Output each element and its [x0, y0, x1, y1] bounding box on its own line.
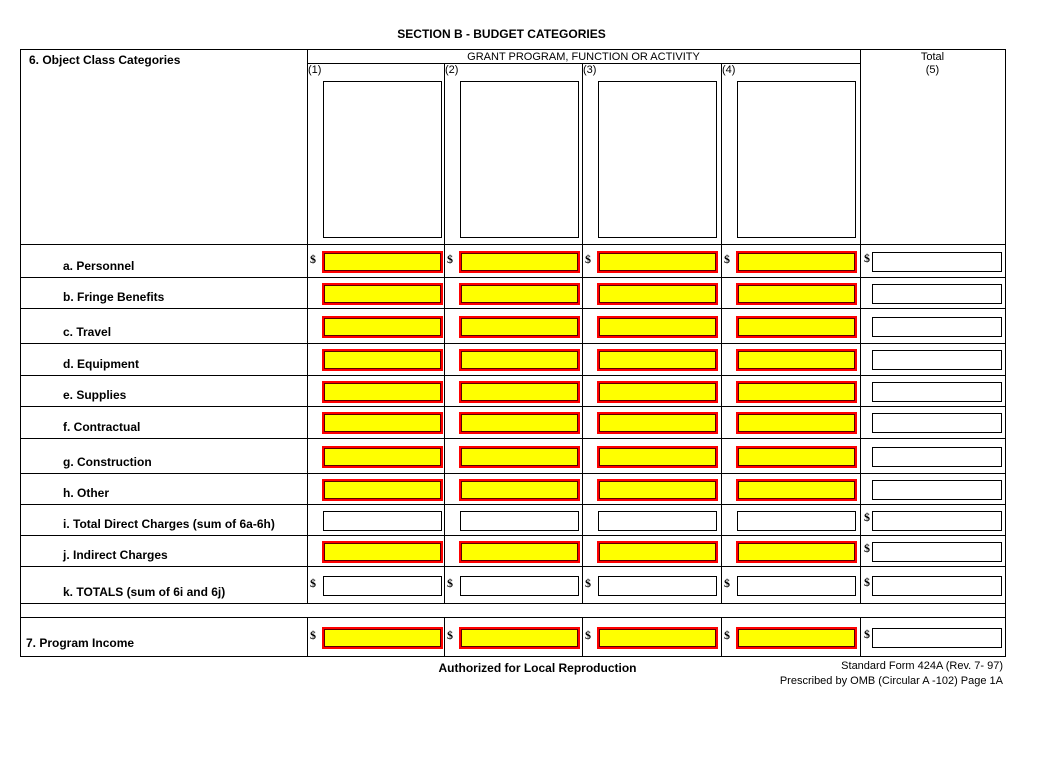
column-number: (1) [308, 64, 322, 76]
row-divider [20, 603, 1006, 604]
row-i-col1-input[interactable] [323, 511, 442, 531]
row-divider [20, 473, 1006, 474]
grid-line [860, 49, 861, 604]
form-name: Standard Form 424A (Rev. 7- 97) [841, 660, 1003, 672]
row-j-col3-input[interactable] [597, 541, 718, 563]
grid-line [307, 617, 308, 657]
row-c-col1-input[interactable] [322, 316, 443, 338]
dollar-sign: $ [310, 576, 316, 590]
row-divider [20, 343, 1006, 344]
program-income-col1-input[interactable] [322, 627, 443, 649]
dollar-sign: $ [724, 628, 730, 642]
dollar-sign: $ [447, 628, 453, 642]
authorized-notice: Authorized for Local Reproduction [438, 661, 637, 675]
dollar-sign: $ [310, 628, 316, 642]
row-b-col3-input[interactable] [597, 283, 718, 305]
section-title: SECTION B - BUDGET CATEGORIES [397, 27, 606, 41]
table-top-border [20, 49, 1006, 50]
dollar-sign: $ [864, 541, 870, 555]
row-g-col3-input[interactable] [597, 446, 718, 468]
dollar-sign: $ [585, 576, 591, 590]
category-label: h. Other [63, 486, 110, 500]
row-d-col3-input[interactable] [597, 349, 718, 371]
row-divider [20, 308, 1006, 309]
prescribed-by: Prescribed by OMB (Circular A -102) Page 1A [779, 675, 1003, 687]
row-a-col4-input[interactable] [736, 251, 857, 273]
grant-program-name-field[interactable] [737, 81, 856, 238]
row-divider [20, 504, 1006, 505]
dollar-sign: $ [585, 252, 591, 266]
object-class-header: 6. Object Class Categories [29, 53, 181, 67]
row-i-total-input[interactable] [872, 511, 1002, 531]
program-income-label: 7. Program Income [26, 636, 135, 650]
row-j-col1-input[interactable] [322, 541, 443, 563]
row-j-col4-input[interactable] [736, 541, 857, 563]
category-label: i. Total Direct Charges (sum of 6a-6h) [63, 517, 275, 531]
row-f-col1-input[interactable] [322, 412, 443, 434]
row-g-col1-input[interactable] [322, 446, 443, 468]
row-g-total-input[interactable] [872, 447, 1002, 467]
row-g-col4-input[interactable] [736, 446, 857, 468]
category-label: a. Personnel [63, 259, 135, 273]
row-divider [20, 406, 1006, 407]
dollar-sign: $ [447, 252, 453, 266]
row-f-col4-input[interactable] [736, 412, 857, 434]
row-a-total-input[interactable] [872, 252, 1002, 272]
row-divider [20, 617, 1006, 618]
row-e-col4-input[interactable] [736, 381, 857, 403]
row-d-col2-input[interactable] [459, 349, 580, 371]
grant-program-name-field[interactable] [323, 81, 442, 238]
row-f-col2-input[interactable] [459, 412, 580, 434]
row-divider [20, 277, 1006, 278]
category-label: c. Travel [63, 325, 112, 339]
row-i-col3-input[interactable] [598, 511, 717, 531]
grid-line [444, 617, 445, 657]
row-b-col4-input[interactable] [736, 283, 857, 305]
grid-line [582, 63, 583, 604]
grid-line [721, 63, 722, 604]
grid-line [582, 617, 583, 657]
program-income-col2-input[interactable] [459, 627, 580, 649]
program-income-col3-input[interactable] [597, 627, 718, 649]
grid-line [444, 63, 445, 604]
dollar-sign: $ [724, 576, 730, 590]
row-k-total-input[interactable] [872, 576, 1002, 596]
grant-program-header: GRANT PROGRAM, FUNCTION OR ACTIVITY [467, 51, 700, 63]
row-divider [20, 438, 1006, 439]
category-label: k. TOTALS (sum of 6i and 6j) [63, 585, 226, 599]
grid-line [721, 617, 722, 657]
row-d-total-input[interactable] [872, 350, 1002, 370]
category-label: j. Indirect Charges [63, 548, 168, 562]
row-divider [20, 566, 1006, 567]
row-d-col1-input[interactable] [322, 349, 443, 371]
program-income-col4-input[interactable] [736, 627, 857, 649]
total-column-number: (5) [925, 64, 940, 76]
row-b-col2-input[interactable] [459, 283, 580, 305]
row-e-col2-input[interactable] [459, 381, 580, 403]
row-c-col3-input[interactable] [597, 316, 718, 338]
row-h-col1-input[interactable] [322, 479, 443, 501]
grid-line [860, 617, 861, 657]
row-a-col3-input[interactable] [597, 251, 718, 273]
grant-program-name-field[interactable] [598, 81, 717, 238]
category-label: b. Fringe Benefits [63, 290, 165, 304]
row-c-total-input[interactable] [872, 317, 1002, 337]
row-a-col1-input[interactable] [322, 251, 443, 273]
row-c-col4-input[interactable] [736, 316, 857, 338]
row-j-col2-input[interactable] [459, 541, 580, 563]
column-number: (2) [445, 64, 459, 76]
row-k-col3-input[interactable] [598, 576, 717, 596]
row-k-col1-input[interactable] [323, 576, 442, 596]
program-income-total-input[interactable] [872, 628, 1002, 648]
row-a-col2-input[interactable] [459, 251, 580, 273]
row-f-total-input[interactable] [872, 413, 1002, 433]
row-divider [20, 535, 1006, 536]
row-e-col1-input[interactable] [322, 381, 443, 403]
column-number: (4) [722, 64, 736, 76]
row-f-col3-input[interactable] [597, 412, 718, 434]
dollar-sign: $ [864, 627, 870, 641]
row-j-total-input[interactable] [872, 542, 1002, 562]
row-i-col4-input[interactable] [737, 511, 856, 531]
row-h-col3-input[interactable] [597, 479, 718, 501]
row-e-col3-input[interactable] [597, 381, 718, 403]
dollar-sign: $ [864, 575, 870, 589]
row-divider [20, 375, 1006, 376]
row-e-total-input[interactable] [872, 382, 1002, 402]
grant-program-name-field[interactable] [460, 81, 579, 238]
dollar-sign: $ [310, 252, 316, 266]
row-divider [20, 244, 1006, 245]
total-header: Total [920, 51, 945, 63]
dollar-sign: $ [585, 628, 591, 642]
column-number: (3) [583, 64, 597, 76]
category-label: g. Construction [63, 455, 152, 469]
category-label: e. Supplies [63, 388, 127, 402]
dollar-sign: $ [864, 251, 870, 265]
row-d-col4-input[interactable] [736, 349, 857, 371]
row-h-col4-input[interactable] [736, 479, 857, 501]
row-h-total-input[interactable] [872, 480, 1002, 500]
row-c-col2-input[interactable] [459, 316, 580, 338]
row-i-col2-input[interactable] [460, 511, 579, 531]
grid-line [307, 49, 308, 604]
category-label: d. Equipment [63, 357, 139, 371]
row-g-col2-input[interactable] [459, 446, 580, 468]
dollar-sign: $ [724, 252, 730, 266]
dollar-sign: $ [447, 576, 453, 590]
row-b-total-input[interactable] [872, 284, 1002, 304]
row-k-col2-input[interactable] [460, 576, 579, 596]
dollar-sign: $ [864, 510, 870, 524]
table-bottom-border [20, 656, 1006, 657]
category-label: f. Contractual [63, 420, 141, 434]
row-h-col2-input[interactable] [459, 479, 580, 501]
row-k-col4-input[interactable] [737, 576, 856, 596]
row-b-col1-input[interactable] [322, 283, 443, 305]
